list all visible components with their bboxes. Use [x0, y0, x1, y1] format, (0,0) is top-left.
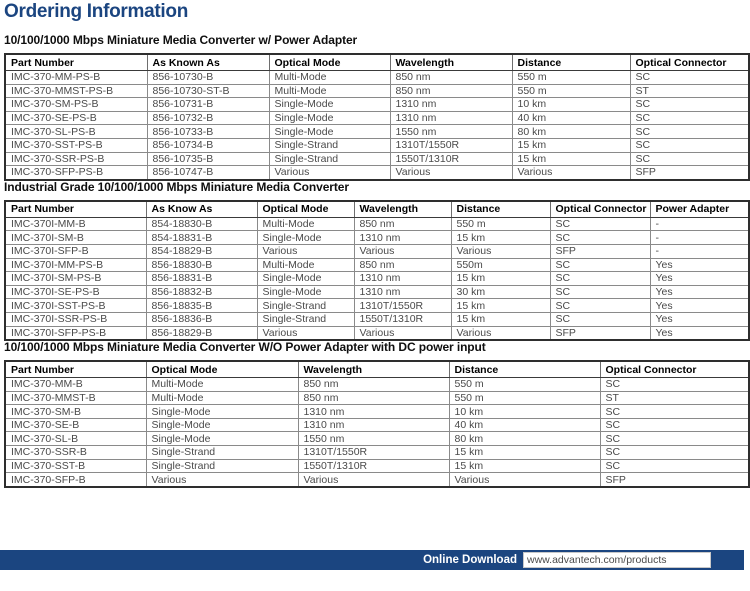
- table-cell: 856-18829-B: [146, 326, 257, 340]
- table-cell: Various: [269, 166, 390, 180]
- table-cell: IMC-370-SL-PS-B: [5, 125, 147, 139]
- online-download-label: Online Download: [423, 554, 517, 566]
- table-cell: SFP: [550, 244, 650, 258]
- table-cell: 1310T/1550R: [390, 138, 512, 152]
- table-cell: 40 km: [512, 111, 630, 125]
- table-cell: 850 nm: [298, 378, 449, 392]
- section-heading-wo-power-adapter: 10/100/1000 Mbps Miniature Media Converter W/O Power Adapter with DC power input: [4, 340, 486, 355]
- website-url-box[interactable]: [523, 552, 711, 568]
- table-header-row: [5, 361, 749, 378]
- table-cell: Various: [390, 166, 512, 180]
- table-cell: Single-Mode: [257, 285, 354, 299]
- table-cell: 550 m: [512, 84, 630, 98]
- table-cell: 856-18832-B: [146, 285, 257, 299]
- table-cell: Multi-Mode: [257, 258, 354, 272]
- section-heading-power-adapter: 10/100/1000 Mbps Miniature Media Converter w/ Power Adapter: [4, 33, 358, 47]
- table-cell: 856-18835-B: [146, 299, 257, 313]
- column-header: Distance: [451, 201, 550, 218]
- table-cell: 1310 nm: [390, 111, 512, 125]
- table-cell: 1310T/1550R: [298, 446, 449, 460]
- table-cell: SC: [550, 272, 650, 286]
- table-cell: Yes: [650, 312, 749, 326]
- table-cell: IMC-370-SL-B: [5, 432, 146, 446]
- table-row: [5, 71, 749, 85]
- table-row: [5, 459, 749, 473]
- table-cell: IMC-370-SST-PS-B: [5, 138, 147, 152]
- table-header: [5, 361, 749, 378]
- table-cell: IMC-370-SSR-PS-B: [5, 152, 147, 166]
- table-cell: 80 km: [512, 125, 630, 139]
- table-cell: Multi-Mode: [269, 71, 390, 85]
- table-cell: SC: [630, 152, 749, 166]
- table-row: [5, 231, 749, 245]
- table-row: [5, 312, 749, 326]
- table-cell: IMC-370-SST-B: [5, 459, 146, 473]
- table-cell: IMC-370-SE-B: [5, 418, 146, 432]
- table-cell: 1550 nm: [390, 125, 512, 139]
- table-cell: IMC-370-MM-B: [5, 378, 146, 392]
- table-cell: 1310 nm: [354, 272, 451, 286]
- table-cell: SFP: [630, 166, 749, 180]
- table-cell: 15 km: [449, 459, 600, 473]
- table-converter-dc-power-input: [4, 360, 750, 488]
- table-cell: 850 nm: [354, 217, 451, 231]
- table-cell: Single-Mode: [269, 125, 390, 139]
- table-cell: Single-Mode: [146, 432, 298, 446]
- table-row: [5, 217, 749, 231]
- table-cell: 1310 nm: [298, 418, 449, 432]
- table-cell: IMC-370I-SFP-PS-B: [5, 326, 146, 340]
- table-body: [5, 217, 749, 340]
- table-cell: Yes: [650, 272, 749, 286]
- table-cell: 1310T/1550R: [354, 299, 451, 313]
- table-cell: SC: [550, 312, 650, 326]
- column-header: Optical Connector: [630, 54, 749, 71]
- column-header: Optical Mode: [257, 201, 354, 218]
- table-cell: Single-Strand: [146, 459, 298, 473]
- column-header: Power Adapter: [650, 201, 749, 218]
- table-cell: Various: [257, 244, 354, 258]
- column-header: Wavelength: [298, 361, 449, 378]
- table-cell: IMC-370-SFP-PS-B: [5, 166, 147, 180]
- table-cell: SC: [600, 446, 749, 460]
- table-cell: 15 km: [451, 299, 550, 313]
- table-cell: Single-Mode: [257, 272, 354, 286]
- table-cell: 550 m: [451, 217, 550, 231]
- table-cell: 1310 nm: [298, 405, 449, 419]
- table-cell: 15 km: [451, 272, 550, 286]
- table-cell: SC: [630, 98, 749, 112]
- table-cell: IMC-370I-MM-PS-B: [5, 258, 146, 272]
- table-cell: IMC-370-MMST-PS-B: [5, 84, 147, 98]
- table-cell: SC: [600, 432, 749, 446]
- table-row: [5, 152, 749, 166]
- table-cell: 856-10732-B: [147, 111, 269, 125]
- table-cell: Various: [298, 473, 449, 487]
- table-cell: SC: [550, 258, 650, 272]
- table-header: [5, 54, 749, 71]
- table-cell: IMC-370-MM-PS-B: [5, 71, 147, 85]
- table-cell: IMC-370-SE-PS-B: [5, 111, 147, 125]
- table-cell: 1550 nm: [298, 432, 449, 446]
- table-cell: Yes: [650, 258, 749, 272]
- table-cell: ST: [630, 84, 749, 98]
- table-cell: Single-Strand: [257, 312, 354, 326]
- table-cell: Multi-Mode: [146, 378, 298, 392]
- table-cell: IMC-370I-MM-B: [5, 217, 146, 231]
- table-row: [5, 244, 749, 258]
- column-header: Wavelength: [354, 201, 451, 218]
- table-row: [5, 405, 749, 419]
- table-cell: Yes: [650, 285, 749, 299]
- table-cell: 80 km: [449, 432, 600, 446]
- table-cell: Multi-Mode: [269, 84, 390, 98]
- table-cell: IMC-370I-SM-PS-B: [5, 272, 146, 286]
- table-cell: IMC-370-SM-PS-B: [5, 98, 147, 112]
- table-cell: 15 km: [451, 231, 550, 245]
- table-body: [5, 378, 749, 487]
- table-cell: 856-10730-ST-B: [147, 84, 269, 98]
- table-cell: SC: [600, 459, 749, 473]
- table-cell: SC: [550, 285, 650, 299]
- table-cell: 856-18830-B: [146, 258, 257, 272]
- table-header-row: [5, 54, 749, 71]
- table-cell: Various: [451, 326, 550, 340]
- table-cell: 854-18829-B: [146, 244, 257, 258]
- column-header: Wavelength: [390, 54, 512, 71]
- table-cell: 15 km: [451, 312, 550, 326]
- table-cell: SC: [550, 299, 650, 313]
- table-row: [5, 258, 749, 272]
- website-url: www.advantech.com/products: [527, 554, 667, 566]
- table-cell: 856-10733-B: [147, 125, 269, 139]
- table-cell: 15 km: [512, 138, 630, 152]
- table-cell: Various: [512, 166, 630, 180]
- table-cell: 850 nm: [390, 84, 512, 98]
- table-cell: SC: [600, 378, 749, 392]
- column-header: Distance: [512, 54, 630, 71]
- table-cell: Various: [146, 473, 298, 487]
- table-row: [5, 418, 749, 432]
- table-cell: SC: [630, 111, 749, 125]
- table-cell: Yes: [650, 299, 749, 313]
- table-cell: 15 km: [449, 446, 600, 460]
- table-cell: 854-18830-B: [146, 217, 257, 231]
- table-cell: 850 nm: [390, 71, 512, 85]
- table-cell: Various: [449, 473, 600, 487]
- table-cell: SC: [550, 231, 650, 245]
- table-row: [5, 138, 749, 152]
- column-header: As Known As: [147, 54, 269, 71]
- table-cell: IMC-370I-SST-PS-B: [5, 299, 146, 313]
- table-cell: 550 m: [512, 71, 630, 85]
- table-row: [5, 473, 749, 487]
- table-cell: 856-10735-B: [147, 152, 269, 166]
- column-header: As Know As: [146, 201, 257, 218]
- table-cell: 550 m: [449, 378, 600, 392]
- table-cell: Single-Mode: [269, 98, 390, 112]
- table-cell: Single-Strand: [269, 138, 390, 152]
- table-cell: Yes: [650, 326, 749, 340]
- table-row: [5, 166, 749, 180]
- table-cell: Multi-Mode: [257, 217, 354, 231]
- table-cell: 15 km: [512, 152, 630, 166]
- table-header-row: [5, 201, 749, 218]
- table-cell: -: [650, 244, 749, 258]
- table-cell: Various: [354, 326, 451, 340]
- column-header: Optical Connector: [550, 201, 650, 218]
- table-cell: SC: [600, 405, 749, 419]
- column-header: Part Number: [5, 361, 146, 378]
- column-header: Optical Connector: [600, 361, 749, 378]
- table-cell: IMC-370I-SSR-PS-B: [5, 312, 146, 326]
- table-row: [5, 285, 749, 299]
- table-industrial-grade-converter: [4, 200, 750, 341]
- table-cell: IMC-370-SSR-B: [5, 446, 146, 460]
- table-cell: Single-Strand: [269, 152, 390, 166]
- table-cell: SFP: [600, 473, 749, 487]
- table-media-converter-power-adapter: [4, 53, 750, 181]
- table-row: [5, 432, 749, 446]
- table-cell: Single-Mode: [269, 111, 390, 125]
- table-cell: IMC-370I-SM-B: [5, 231, 146, 245]
- table-cell: 30 km: [451, 285, 550, 299]
- table-cell: 1550T/1310R: [298, 459, 449, 473]
- table-cell: 856-10747-B: [147, 166, 269, 180]
- table-row: [5, 98, 749, 112]
- table-row: [5, 378, 749, 392]
- table-cell: Single-Mode: [146, 418, 298, 432]
- table-body: [5, 71, 749, 180]
- column-header: Optical Mode: [146, 361, 298, 378]
- table-cell: Single-Strand: [146, 446, 298, 460]
- table-row: [5, 111, 749, 125]
- table-row: [5, 272, 749, 286]
- table-cell: 10 km: [449, 405, 600, 419]
- table-cell: 856-10730-B: [147, 71, 269, 85]
- table-cell: IMC-370-SM-B: [5, 405, 146, 419]
- column-header: Part Number: [5, 54, 147, 71]
- table-cell: SC: [630, 71, 749, 85]
- table-cell: SC: [550, 217, 650, 231]
- table-cell: SC: [630, 125, 749, 139]
- table-cell: 854-18831-B: [146, 231, 257, 245]
- table-cell: 40 km: [449, 418, 600, 432]
- column-header: Part Number: [5, 201, 146, 218]
- table-cell: 550m: [451, 258, 550, 272]
- table-cell: Single-Strand: [257, 299, 354, 313]
- table-cell: Various: [257, 326, 354, 340]
- table-cell: -: [650, 231, 749, 245]
- table-row: [5, 84, 749, 98]
- footer-bar: [0, 550, 744, 570]
- table-row: [5, 391, 749, 405]
- table-cell: Single-Mode: [257, 231, 354, 245]
- table-cell: 1310 nm: [390, 98, 512, 112]
- page-title: Ordering Information: [4, 1, 189, 22]
- table-cell: 856-10731-B: [147, 98, 269, 112]
- table-cell: Various: [354, 244, 451, 258]
- table-cell: 856-18831-B: [146, 272, 257, 286]
- table-cell: IMC-370I-SE-PS-B: [5, 285, 146, 299]
- table-cell: 850 nm: [298, 391, 449, 405]
- table-cell: 1310 nm: [354, 285, 451, 299]
- section-heading-industrial-grade: Industrial Grade 10/100/1000 Mbps Miniature Media Converter: [4, 179, 349, 194]
- table-cell: Single-Mode: [146, 405, 298, 419]
- table-cell: 1310 nm: [354, 231, 451, 245]
- table-cell: 850 nm: [354, 258, 451, 272]
- table-row: [5, 125, 749, 139]
- table-cell: 856-10734-B: [147, 138, 269, 152]
- table-cell: SFP: [550, 326, 650, 340]
- table-cell: 10 km: [512, 98, 630, 112]
- table-cell: ST: [600, 391, 749, 405]
- table-row: [5, 326, 749, 340]
- table-cell: 1550T/1310R: [354, 312, 451, 326]
- table-cell: Various: [451, 244, 550, 258]
- table-cell: IMC-370-SFP-B: [5, 473, 146, 487]
- table-cell: SC: [630, 138, 749, 152]
- table-cell: IMC-370-MMST-B: [5, 391, 146, 405]
- table-cell: 1550T/1310R: [390, 152, 512, 166]
- table-cell: Multi-Mode: [146, 391, 298, 405]
- column-header: Distance: [449, 361, 600, 378]
- table-cell: -: [650, 217, 749, 231]
- table-cell: IMC-370I-SFP-B: [5, 244, 146, 258]
- column-header: Optical Mode: [269, 54, 390, 71]
- table-row: [5, 299, 749, 313]
- table-cell: SC: [600, 418, 749, 432]
- table-row: [5, 446, 749, 460]
- table-cell: 550 m: [449, 391, 600, 405]
- table-header: [5, 201, 749, 218]
- table-cell: 856-18836-B: [146, 312, 257, 326]
